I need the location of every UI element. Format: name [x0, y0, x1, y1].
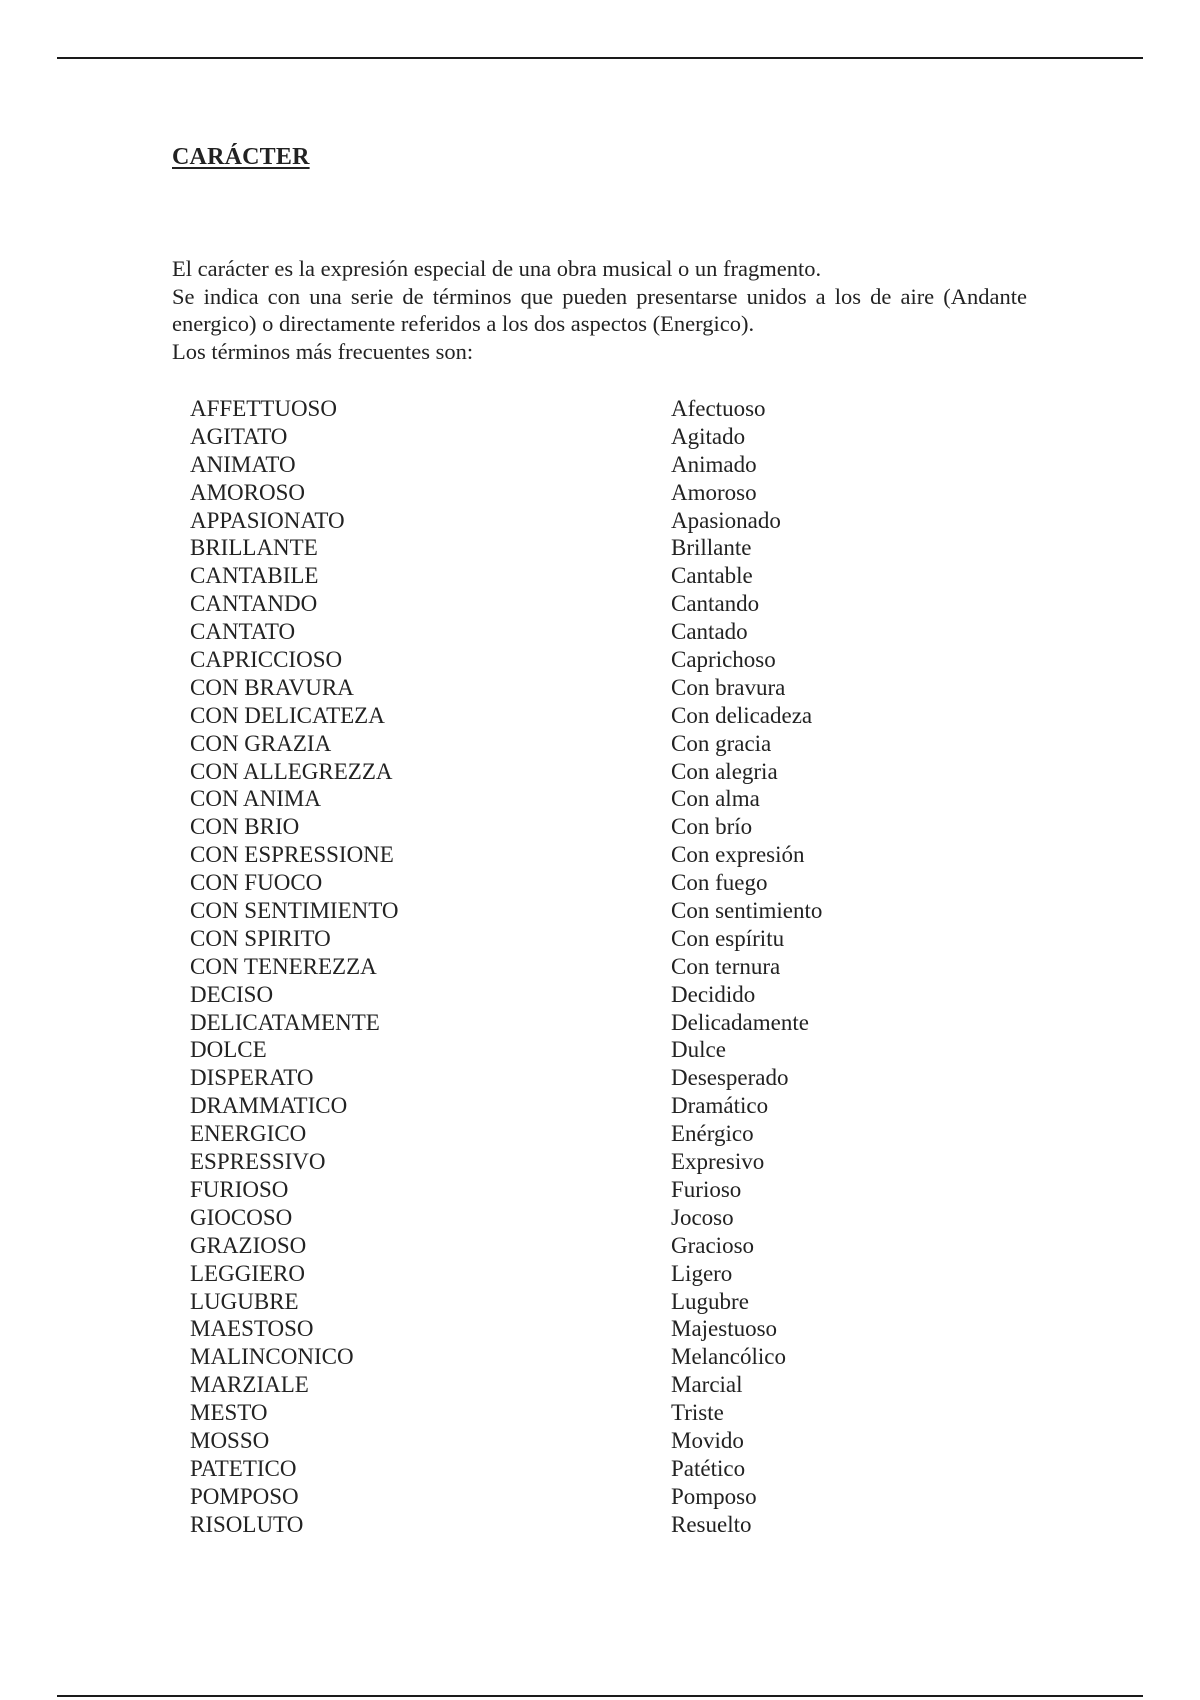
- term-spanish: Movido: [671, 1427, 744, 1453]
- term-italian: MOSSO: [190, 1427, 270, 1453]
- term-row: [190, 1455, 990, 1483]
- term-spanish: Dulce: [671, 1037, 726, 1063]
- term-italian: PATETICO: [190, 1455, 297, 1481]
- term-row: [190, 813, 990, 841]
- term-row: [190, 451, 990, 479]
- term-row: [190, 1176, 990, 1204]
- term-row: [190, 1260, 990, 1288]
- term-spanish: Enérgico: [671, 1121, 754, 1147]
- intro-line-1: El carácter es la expresión especial de una obra musical o un fragmento.: [172, 256, 822, 281]
- term-spanish: Cantando: [671, 591, 760, 617]
- term-row: [190, 1483, 990, 1511]
- term-spanish: Jocoso: [671, 1204, 734, 1230]
- term-italian: LEGGIERO: [190, 1260, 305, 1286]
- term-row: [190, 1148, 990, 1176]
- term-spanish: Amoroso: [671, 479, 757, 505]
- term-spanish: Con bravura: [671, 674, 786, 700]
- term-italian: CON GRAZIA: [190, 730, 332, 756]
- term-spanish: Cantable: [671, 563, 753, 589]
- page-title: CARÁCTER: [172, 144, 310, 170]
- term-spanish: Lugubre: [671, 1288, 749, 1314]
- term-row: [190, 1288, 990, 1316]
- term-spanish: Majestuoso: [671, 1316, 778, 1342]
- term-spanish: Apasionado: [671, 507, 781, 533]
- term-italian: CON FUOCO: [190, 870, 323, 896]
- term-italian: CON DELICATEZA: [190, 702, 385, 728]
- term-row: [190, 423, 990, 451]
- term-row: [190, 758, 990, 786]
- term-spanish: Agitado: [671, 423, 746, 449]
- term-italian: CON ALLEGREZZA: [190, 758, 393, 784]
- term-row: [190, 1427, 990, 1455]
- term-row: [190, 1120, 990, 1148]
- term-row: [190, 618, 990, 646]
- term-spanish: Decidido: [671, 981, 756, 1007]
- term-italian: APPASIONATO: [190, 507, 345, 533]
- term-italian: CON BRIO: [190, 814, 300, 840]
- term-italian: CON SENTIMIENTO: [190, 898, 399, 924]
- term-italian: CANTABILE: [190, 563, 319, 589]
- intro-paragraph-2: Se indica con una serie de términos que pueden presentarse unidos a los de aire (Andante energico) o directamente referidos a los dos aspectos (Energico).: [172, 283, 1027, 337]
- term-italian: AFFETTUOSO: [190, 396, 337, 421]
- term-spanish: Con ternura: [671, 953, 781, 979]
- term-row: [190, 534, 990, 562]
- term-spanish: Cantado: [671, 619, 748, 645]
- term-spanish: Desesperado: [671, 1065, 789, 1091]
- term-spanish: Ligero: [671, 1260, 733, 1286]
- term-italian: CON BRAVURA: [190, 674, 354, 700]
- term-italian: RISOLUTO: [190, 1511, 304, 1537]
- term-italian: MARZIALE: [190, 1372, 309, 1398]
- term-italian: ANIMATO: [190, 451, 296, 477]
- term-spanish: Con espíritu: [671, 925, 785, 951]
- term-row: [190, 1232, 990, 1260]
- term-spanish: Delicadamente: [671, 1009, 809, 1035]
- intro-text: [172, 255, 1027, 365]
- term-row: [190, 479, 990, 507]
- term-italian: CON SPIRITO: [190, 925, 331, 951]
- term-italian: DOLCE: [190, 1037, 267, 1063]
- term-italian: CON TENEREZZA: [190, 953, 377, 979]
- term-row: [190, 869, 990, 897]
- term-row: [190, 1399, 990, 1427]
- term-italian: AGITATO: [190, 423, 288, 449]
- terms-list: [190, 395, 990, 1539]
- term-row: [190, 953, 990, 981]
- term-italian: BRILLANTE: [190, 535, 318, 561]
- term-italian: CANTATO: [190, 619, 296, 645]
- bottom-rule: [57, 1695, 1143, 1697]
- term-italian: GIOCOSO: [190, 1204, 293, 1230]
- term-row: [190, 1092, 990, 1120]
- term-spanish: Patético: [671, 1455, 746, 1481]
- term-italian: DECISO: [190, 981, 274, 1007]
- term-row: [190, 1036, 990, 1064]
- term-spanish: Animado: [671, 451, 757, 477]
- term-row: [190, 785, 990, 813]
- term-row: [190, 674, 990, 702]
- term-row: [190, 590, 990, 618]
- term-row: [190, 1204, 990, 1232]
- term-italian: LUGUBRE: [190, 1288, 299, 1314]
- intro-line-3: Los términos más frecuentes son:: [172, 338, 474, 364]
- term-row: [190, 702, 990, 730]
- term-row: [190, 646, 990, 674]
- term-row: [190, 730, 990, 758]
- term-spanish: Con gracia: [671, 730, 772, 756]
- term-italian: DRAMMATICO: [190, 1093, 348, 1119]
- term-spanish: Expresivo: [671, 1149, 765, 1175]
- term-spanish: Resuelto: [671, 1511, 752, 1537]
- term-spanish: Con brío: [671, 814, 753, 840]
- term-italian: GRAZIOSO: [190, 1232, 307, 1258]
- term-spanish: Con delicadeza: [671, 702, 813, 728]
- term-italian: CON ESPRESSIONE: [190, 842, 394, 868]
- term-spanish: Con alegria: [671, 758, 778, 784]
- term-row: [190, 1064, 990, 1092]
- term-italian: ESPRESSIVO: [190, 1149, 326, 1175]
- term-row: [190, 981, 990, 1009]
- term-spanish: Gracioso: [671, 1232, 755, 1258]
- term-italian: ENERGICO: [190, 1121, 307, 1147]
- term-row: [190, 1511, 990, 1539]
- term-italian: MESTO: [190, 1400, 268, 1426]
- term-italian: AMOROSO: [190, 479, 306, 505]
- term-spanish: Brillante: [671, 535, 752, 561]
- term-spanish: Con fuego: [671, 870, 768, 896]
- term-row: [190, 507, 990, 535]
- term-spanish: Afectuoso: [671, 396, 766, 421]
- term-spanish: Melancólico: [671, 1344, 786, 1370]
- term-row: [190, 562, 990, 590]
- term-spanish: Furioso: [671, 1176, 742, 1202]
- term-italian: POMPOSO: [190, 1483, 299, 1509]
- term-spanish: Pomposo: [671, 1483, 757, 1509]
- term-spanish: Caprichoso: [671, 647, 776, 673]
- term-italian: MAESTOSO: [190, 1316, 314, 1342]
- term-italian: FURIOSO: [190, 1176, 289, 1202]
- term-spanish: Marcial: [671, 1372, 743, 1398]
- term-spanish: Dramático: [671, 1093, 769, 1119]
- term-row: [190, 395, 990, 423]
- term-row: [190, 1371, 990, 1399]
- term-spanish: Con sentimiento: [671, 898, 823, 924]
- term-italian: CAPRICCIOSO: [190, 647, 343, 673]
- term-row: [190, 1009, 990, 1037]
- term-italian: DISPERATO: [190, 1065, 314, 1091]
- term-spanish: Triste: [671, 1400, 724, 1426]
- term-row: [190, 897, 990, 925]
- term-row: [190, 1315, 990, 1343]
- term-spanish: Con alma: [671, 786, 760, 812]
- term-row: [190, 925, 990, 953]
- term-row: [190, 1343, 990, 1371]
- term-italian: CON ANIMA: [190, 786, 321, 812]
- term-row: [190, 841, 990, 869]
- term-italian: DELICATAMENTE: [190, 1009, 380, 1035]
- term-italian: MALINCONICO: [190, 1344, 354, 1370]
- top-rule: [57, 57, 1143, 59]
- term-italian: CANTANDO: [190, 591, 318, 617]
- term-spanish: Con expresión: [671, 842, 805, 868]
